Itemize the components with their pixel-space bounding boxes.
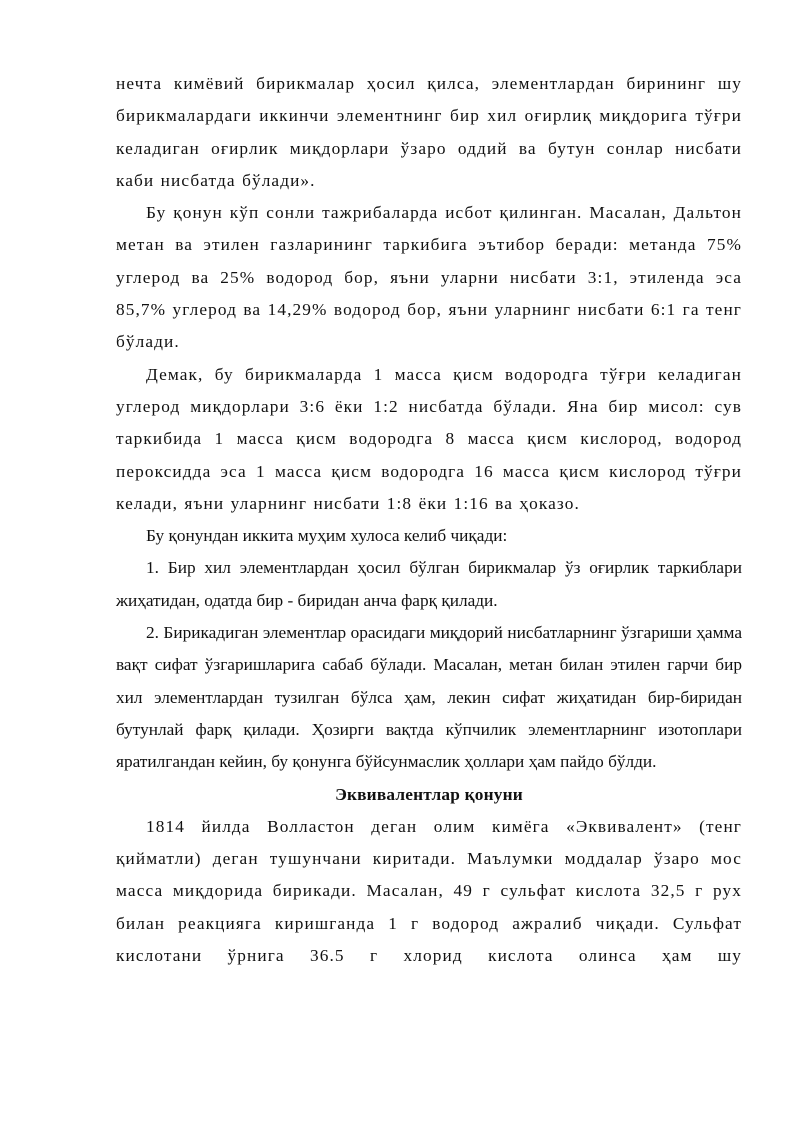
paragraph-two-conclusions-intro: Бу қонундан иккита муҳим хулоса келиб чиқади: bbox=[146, 526, 508, 546]
section-heading: Эквивалентлар қонуни bbox=[335, 784, 523, 804]
document-page bbox=[116, 68, 742, 972]
paragraph-ratio-conclusion: Демак, бу бирикмаларда 1 масса қисм водородга тўғри келадиган углерод миқдорлари 3:6 ёки 1:2 нисбатда бўлади. Яна бир мисол: сув таркибида 1 масса қисм водородга 8 масса қисм кислород, водород пероксидда эса 1 масса қисм водородга 16 масса қисм кислород тўғри келади, яъни уларнинг нисбати 1:8 ёки 1:16 ва ҳоказо. bbox=[116, 364, 742, 513]
paragraph-wollaston: 1814 йилда Волластон деган олим кимёга «Эквивалент» (тенг қийматли) деган тушунчани киритади. Маълумки моддалар ўзаро мос масса миқдорида бирикади. Масалан, 49 г сульфат кислота 32,5 г рух билан реакцияга киришганда 1 г водород ажралиб чиқади. Сульфат кислотани ўрнига 36.5 г хлорид кислота олинса ҳам шу bbox=[116, 816, 742, 966]
paragraph-conclusion-2: 2. Бирикадиган элементлар орасидаги миқдорий нисбатларнинг ўзгариши ҳамма вақт сифат ўзгаришларига сабаб бўлади. Масалан, метан билан этилен гарчи бир хил элементлардан тузилган бўлса ҳам, лекин сифат жиҳатидан бир-биридан бутунлай фарқ қилади. Ҳозирги вақтда кўпчилик элементларнинг изотоплари яратилгандан кейин, бу қонунга бўйсунмаслик ҳоллари ҳам пайдо бўлди. bbox=[116, 623, 742, 772]
paragraph-dalton-example: Бу қонун кўп сонли тажрибаларда исбот қилинган. Масалан, Дальтон метан ва этилен газларининг таркибига эътибор беради: метанда 75% углерод ва 25% водород бор, яъни уларни нисбати 3:1, этиленда эса 85,7% углерод ва 14,29% водород бор, яъни уларнинг нисбати 6:1 га тенг бўлади. bbox=[116, 203, 742, 352]
paragraph-conclusion-1: 1. Бир хил элементлардан ҳосил бўлган бирикмалар ўз оғирлик таркиблари жиҳатидан, одатда бир - биридан анча фарқ қилади. bbox=[116, 558, 742, 610]
paragraph-continuation: нечта кимёвий бирикмалар ҳосил қилса, элементлардан бирининг шу бирикмалардаги иккинчи элементнинг бир хил оғирлиқ миқдорига тўғри келадиган оғирлик миқдорлари ўзаро оддий ва бутун сонлар нисбати каби нисбатда бўлади». bbox=[116, 74, 742, 190]
